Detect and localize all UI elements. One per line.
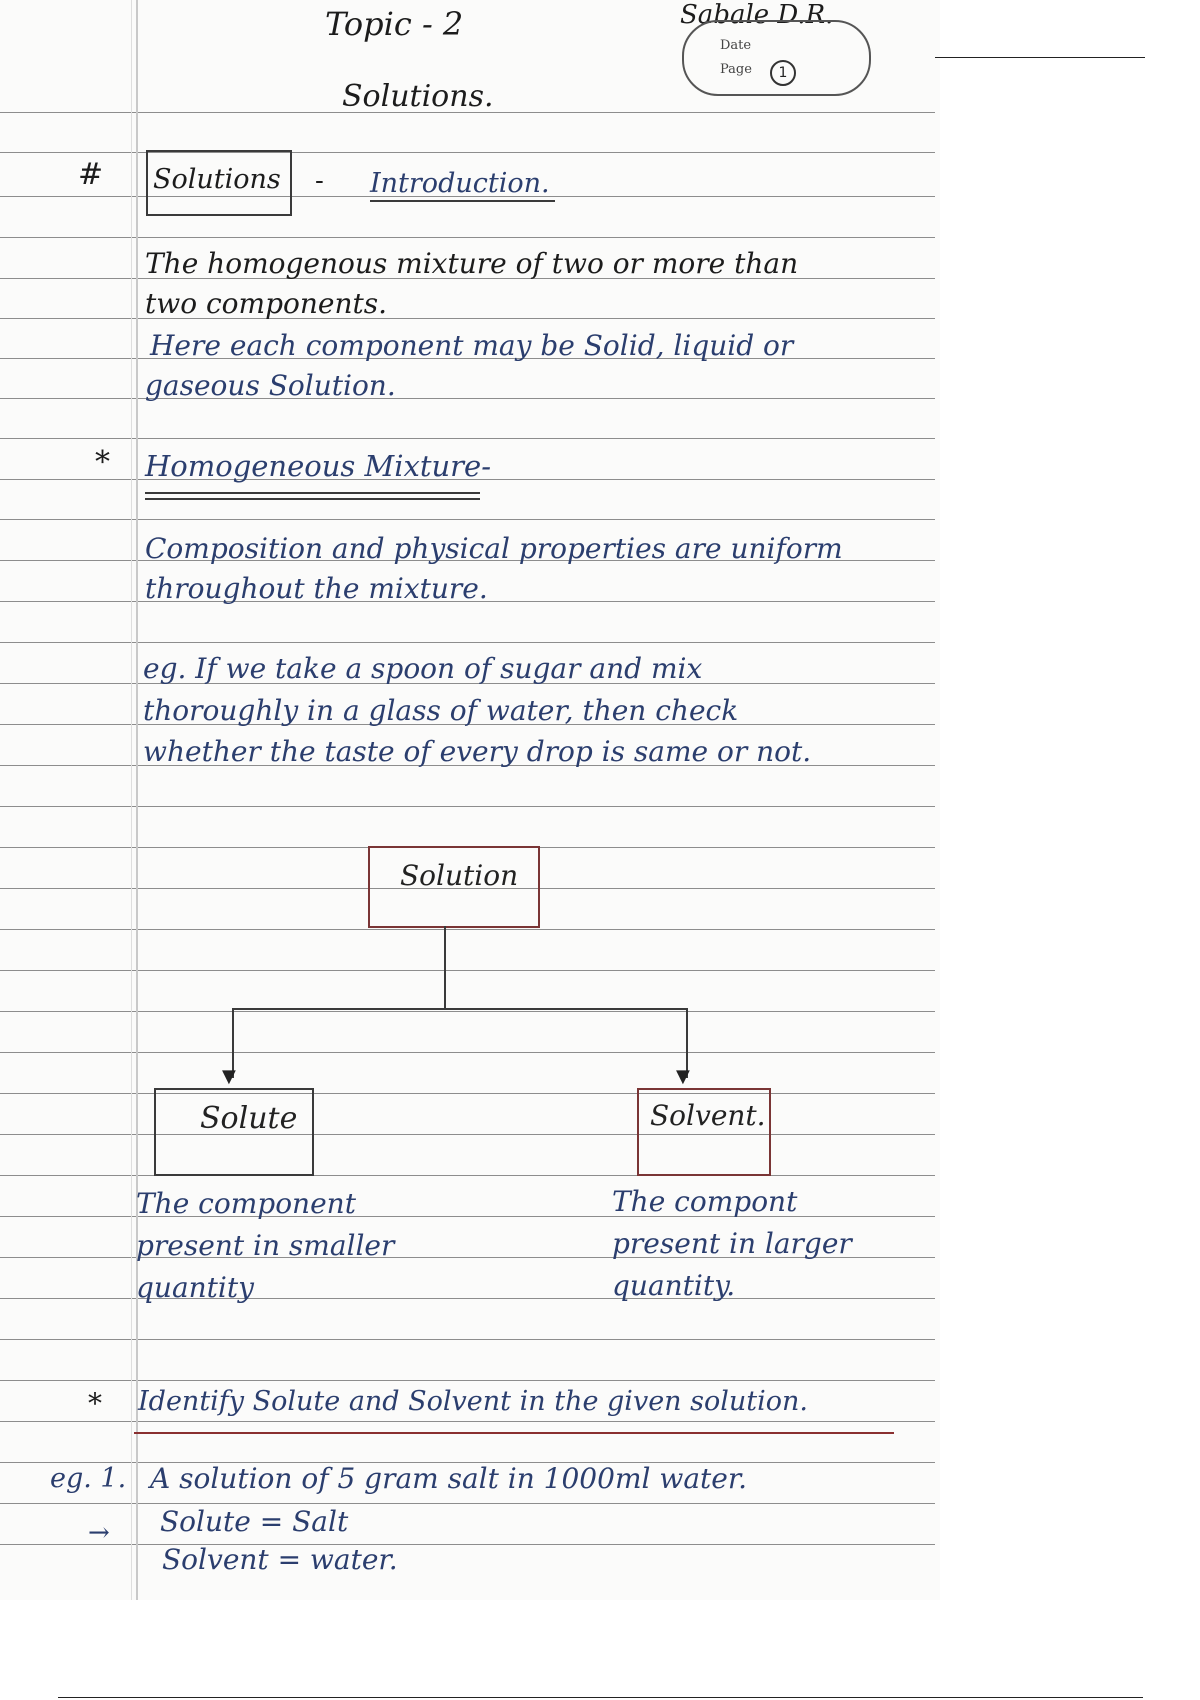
ruled-line <box>0 1544 935 1545</box>
example-line: whether the taste of every drop is same or not. <box>143 735 812 768</box>
ruled-line <box>0 318 935 319</box>
margin-line <box>136 0 138 1600</box>
ruled-line <box>0 519 935 520</box>
footer-rule <box>58 1697 1143 1698</box>
arrow-down-icon: ▼ <box>222 1066 236 1087</box>
intro-line: gaseous Solution. <box>145 369 396 402</box>
ruled-line <box>0 1052 935 1053</box>
solvent-description: present in larger <box>612 1227 852 1260</box>
solvent-description: quantity. <box>612 1269 736 1302</box>
solvent-description: The compont <box>612 1185 798 1218</box>
solute-description: The component <box>136 1187 356 1220</box>
ruled-line <box>0 1421 935 1422</box>
ruled-line <box>0 970 935 971</box>
hash-mark: # <box>78 157 104 192</box>
heading-dash: - <box>315 166 324 196</box>
ruled-line <box>0 1011 935 1012</box>
ruled-line <box>0 1503 935 1504</box>
author-name: Sabale D.R. <box>680 0 834 30</box>
date-label: Date <box>720 38 752 53</box>
margin-line <box>131 0 132 1600</box>
solvent-answer: Solvent = water. <box>162 1543 398 1576</box>
solute-answer: Solute = Salt <box>160 1505 349 1538</box>
definition-line: Composition and physical properties are uniform <box>145 532 843 565</box>
arrow-right-icon: → <box>88 1518 110 1548</box>
example-line: eg. If we take a spoon of sugar and mix <box>143 652 703 685</box>
ruled-line <box>0 1175 935 1176</box>
page-label: Page <box>720 62 752 77</box>
ruled-line <box>0 1380 935 1381</box>
intro-line: two components. <box>145 287 388 320</box>
example-label: eg. 1. <box>50 1463 127 1494</box>
example-line: thoroughly in a glass of water, then check <box>143 694 739 727</box>
intro-line: Here each component may be Solid, liquid or <box>150 329 794 362</box>
solute-label: Solute <box>200 1101 298 1136</box>
ruled-line <box>0 806 935 807</box>
heading-underline <box>134 1432 894 1434</box>
solute-description: quantity <box>136 1271 254 1304</box>
section-heading: Identify Solute and Solvent in the given solution. <box>138 1386 808 1417</box>
subtitle-underline <box>370 200 555 202</box>
heading-underline <box>145 492 480 494</box>
page-title: Solutions. <box>342 79 494 114</box>
intro-subtitle: Introduction. <box>370 168 550 199</box>
example-statement: A solution of 5 gram salt in 1000ml water. <box>150 1462 748 1495</box>
section-heading: Homogeneous Mixture- <box>145 449 491 483</box>
solute-description: present in smaller <box>136 1229 395 1262</box>
ruled-line <box>0 237 935 238</box>
ruled-line <box>0 1339 935 1340</box>
ruled-line <box>0 398 935 399</box>
star-bullet: * <box>88 1387 102 1420</box>
intro-line: The homogenous mixture of two or more than <box>145 247 799 280</box>
ruled-line <box>0 438 935 439</box>
definition-line: throughout the mixture. <box>145 572 488 605</box>
header-rule <box>935 57 1145 58</box>
ruled-line <box>0 1134 935 1135</box>
solvent-label: Solvent. <box>650 1099 766 1132</box>
connector-line <box>232 1008 688 1010</box>
solution-label: Solution <box>400 859 519 892</box>
connector-line <box>444 926 446 1010</box>
boxed-heading: Solutions <box>153 164 281 195</box>
ruled-line <box>0 642 935 643</box>
star-bullet: * <box>95 445 110 480</box>
page-number: 1 <box>770 60 796 86</box>
arrow-down-icon: ▼ <box>676 1066 690 1087</box>
topic-heading: Topic - 2 <box>325 5 464 43</box>
ruled-line <box>0 929 935 930</box>
heading-underline <box>145 498 480 500</box>
ruled-line <box>0 152 935 153</box>
ruled-line <box>0 1093 935 1094</box>
